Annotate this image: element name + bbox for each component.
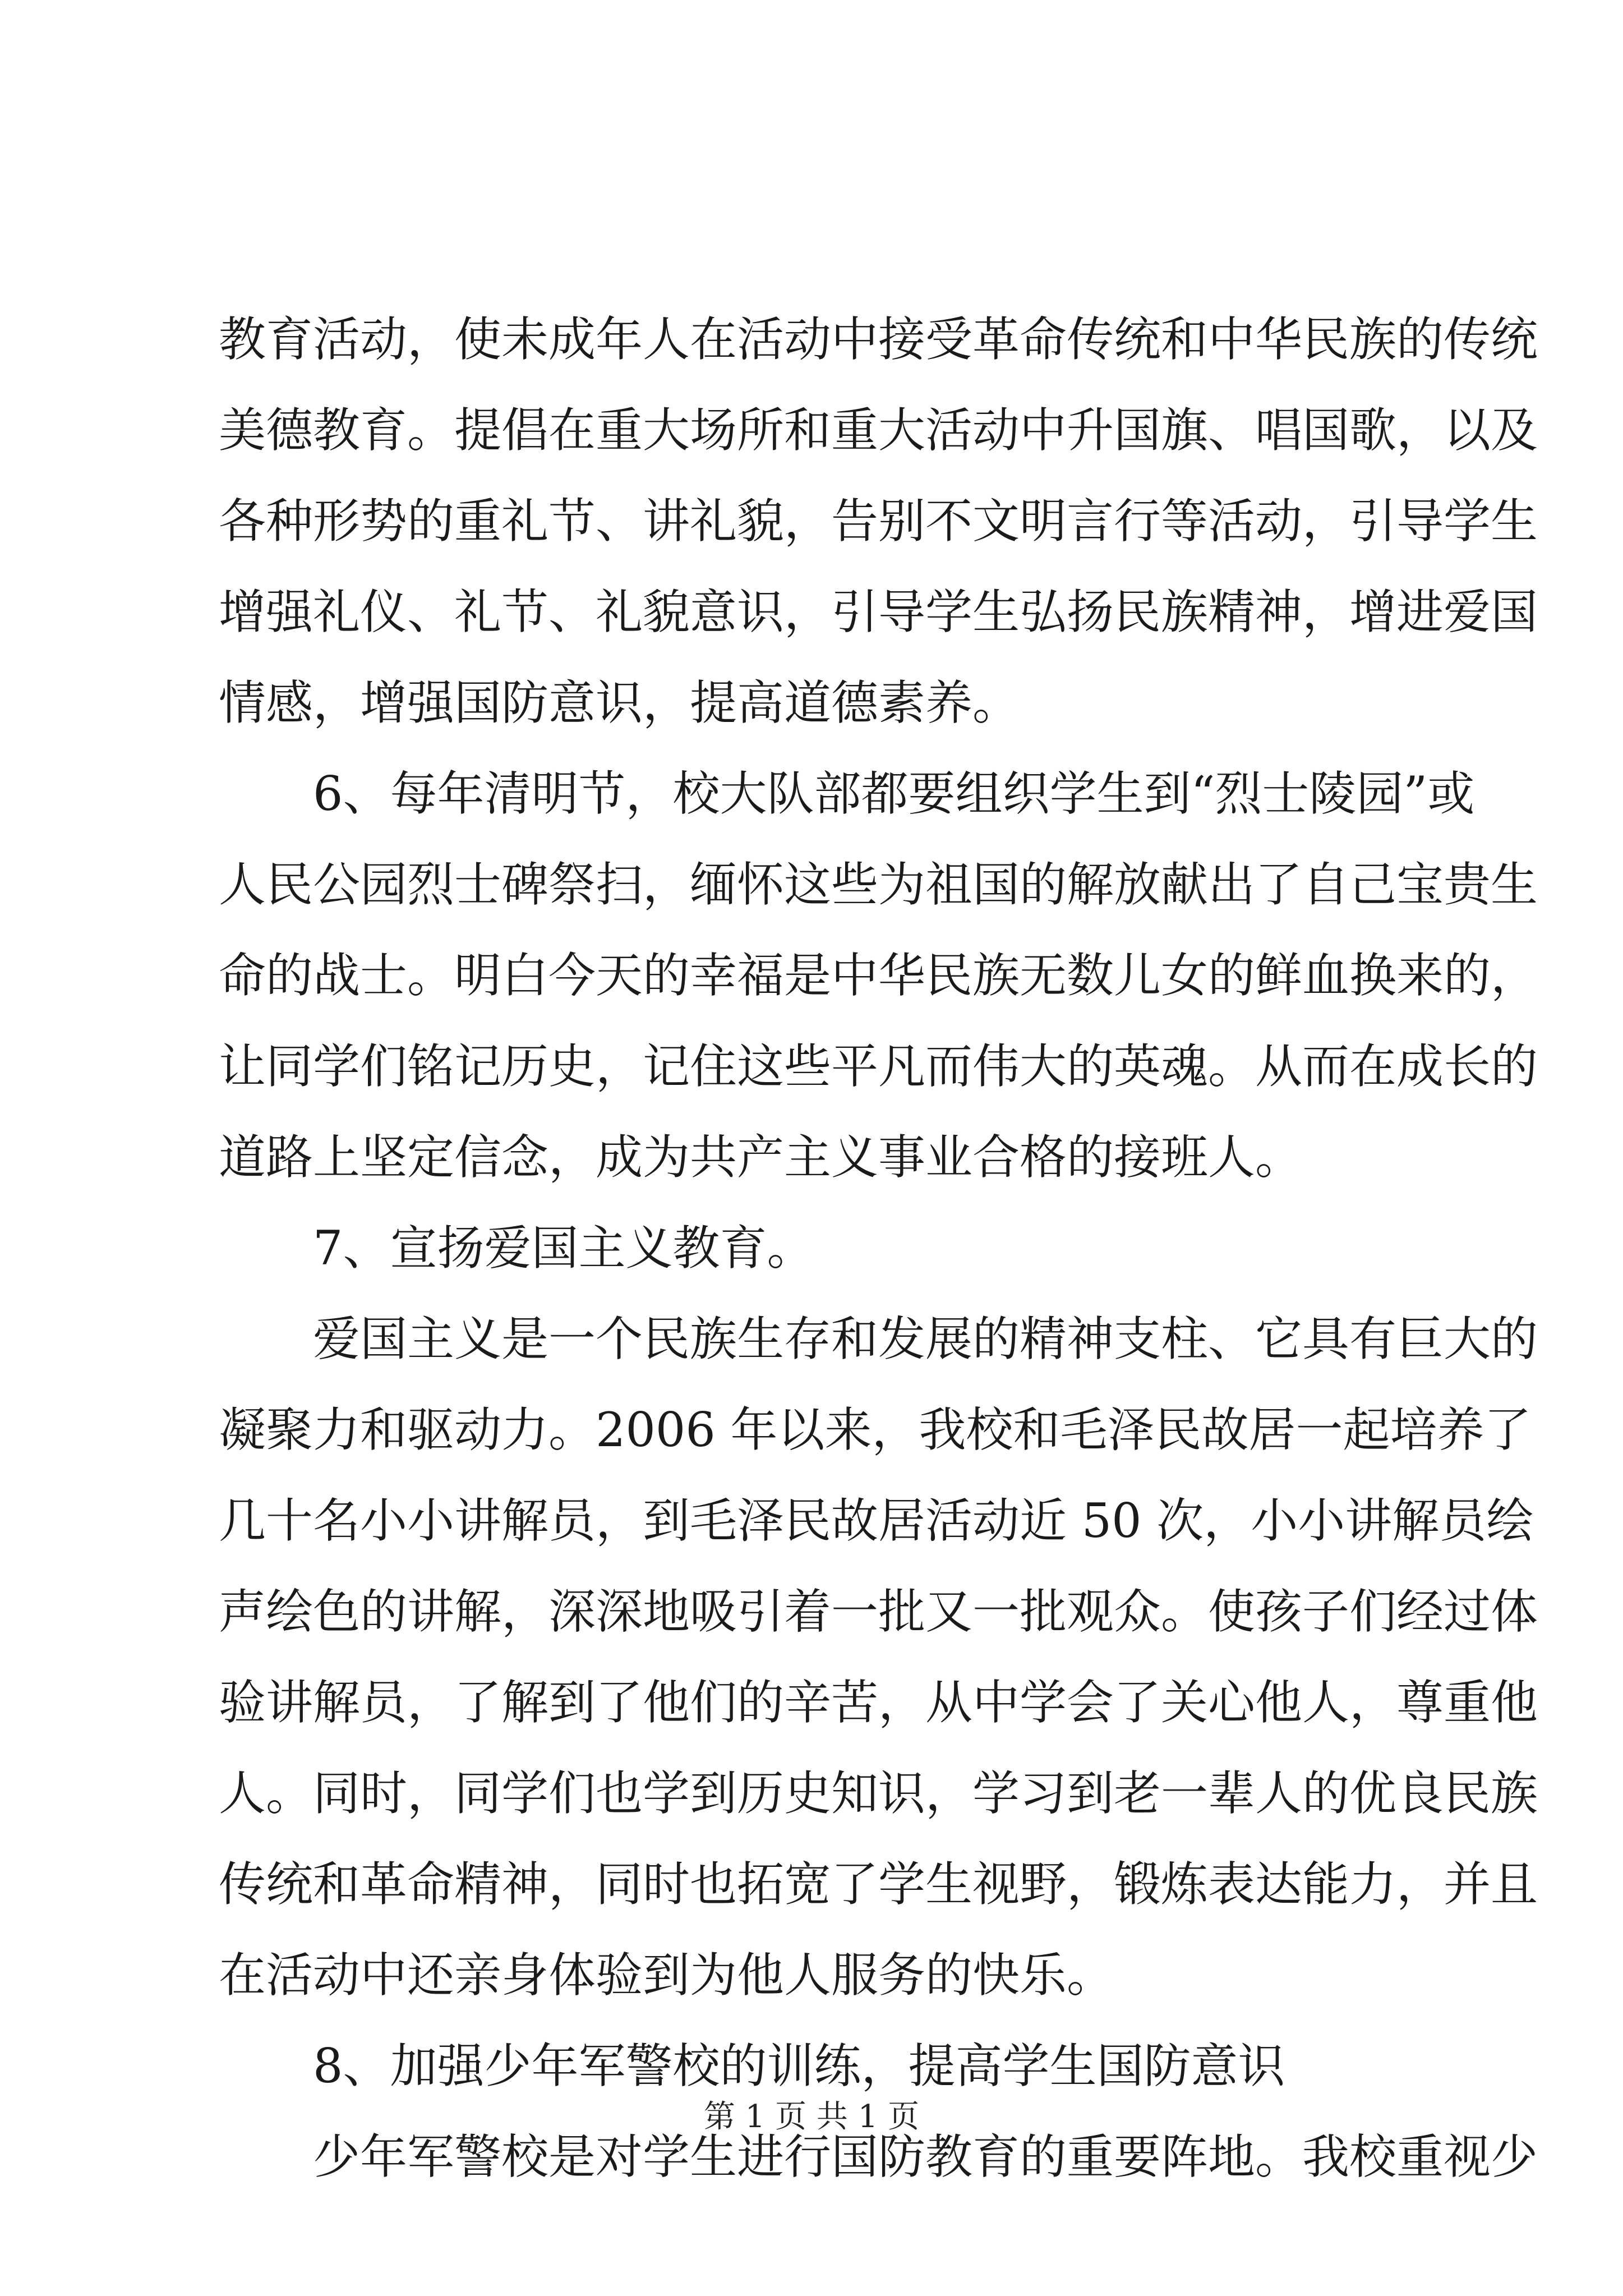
- text-line: 人。同时，同学们也学到历史知识，学习到老一辈人的优良民族: [219, 1766, 1538, 1821]
- text-line: 各种形势的重礼节、讲礼貌，告别不文明言行等活动，引导学生: [219, 494, 1538, 549]
- text-line: 8、加强少年军警校的训练，提高学生国防意识: [313, 2039, 1285, 2093]
- text-line: 在活动中还亲身体验到为他人服务的快乐。: [219, 1948, 1114, 2003]
- text-line: 教育活动，使未成年人在活动中接受革命传统和中华民族的传统: [219, 312, 1538, 367]
- text-line: 6、每年清明节，校大队部都要组织学生到“烈士陵园”或: [313, 766, 1475, 821]
- text-line: 美德教育。提倡在重大场所和重大活动中升国旗、唱国歌，以及: [219, 403, 1538, 458]
- page-footer: 第 1 页 共 1 页: [703, 2099, 920, 2135]
- text-line: 声绘色的讲解，深深地吸引着一批又一批观众。使孩子们经过体: [219, 1584, 1538, 1639]
- text-line: 少年军警校是对学生进行国防教育的重要阵地。我校重视少: [313, 2129, 1538, 2184]
- text-line: 7、宣扬爱国主义教育。: [313, 1221, 814, 1276]
- text-line: 道路上坚定信念，成为共产主义事业合格的接班人。: [219, 1130, 1303, 1185]
- text-line: 让同学们铭记历史，记住这些平凡而伟大的英魂。从而在成长的: [219, 1039, 1538, 1094]
- text-line: 增强礼仪、礼节、礼貌意识，引导学生弘扬民族精神，增进爱国: [219, 585, 1538, 639]
- text-line: 命的战士。明白今天的幸福是中华民族无数儿女的鲜血换来的，: [219, 948, 1538, 1003]
- text-line: 验讲解员，了解到了他们的辛苦，从中学会了关心他人，尊重他: [219, 1675, 1538, 1730]
- text-line: 人民公园烈士碑祭扫，缅怀这些为祖国的解放献出了自己宝贵生: [219, 857, 1538, 912]
- text-line: 情感，增强国防意识，提高道德素养。: [219, 675, 1020, 730]
- text-line: 几十名小小讲解员，到毛泽民故居活动近 50 次，小小讲解员绘: [219, 1493, 1534, 1548]
- text-line: 爱国主义是一个民族生存和发展的精神支柱、它具有巨大的: [313, 1312, 1538, 1366]
- text-line: 传统和革命精神，同时也拓宽了学生视野，锻炼表达能力，并且: [219, 1857, 1538, 1912]
- text-line: 凝聚力和驱动力。2006 年以来，我校和毛泽民故居一起培养了: [219, 1402, 1532, 1457]
- document-body: [219, 294, 1538, 2202]
